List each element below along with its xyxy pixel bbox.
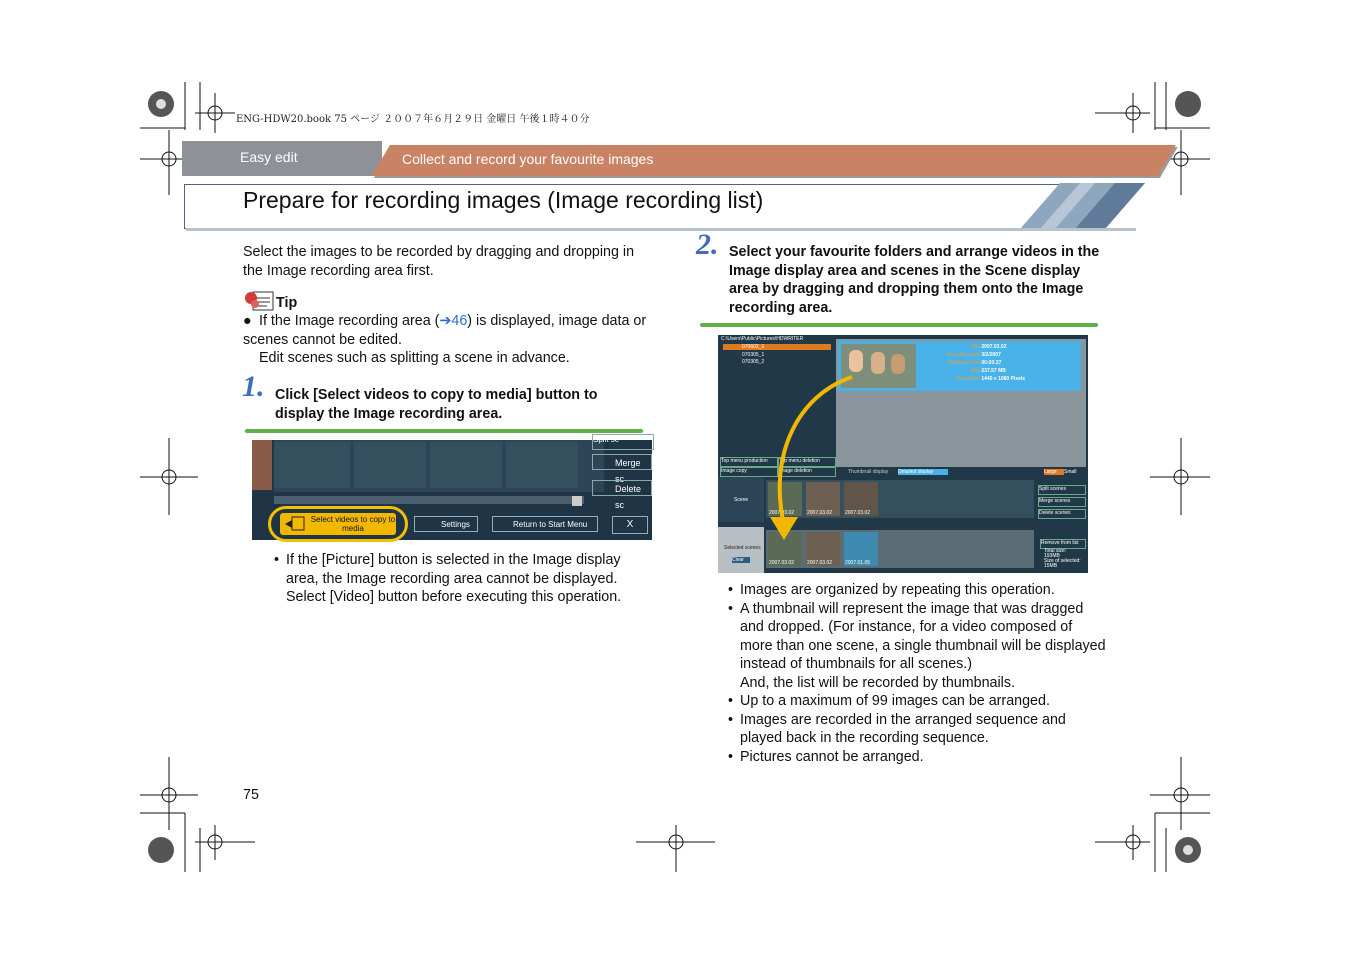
selected-scenes-label: Selected scenes: [724, 545, 761, 551]
step1-rule: [245, 429, 643, 433]
scene-side-buttons: [592, 435, 652, 510]
drag-arrow-icon: [718, 335, 1088, 573]
scene-thumb[interactable]: 2007.03.02: [806, 482, 840, 516]
thumb-area: [274, 440, 604, 492]
tip-label: Tip: [276, 295, 298, 311]
scene-thumb[interactable]: 2007.03.02: [768, 482, 802, 516]
tip-line2: Edit scenes such as splitting a scene in advance.: [259, 350, 570, 366]
highlight-ring: [268, 506, 408, 542]
tip-text-before: If the Image recording area (: [259, 313, 440, 329]
step2-rule: [700, 323, 1098, 327]
scrollbar[interactable]: [274, 496, 584, 504]
step2-note: • Up to a maximum of 99 images can be arranged.: [728, 692, 1108, 711]
delete-scenes-button[interactable]: Delete sc: [592, 480, 652, 496]
image-copy-button[interactable]: Image copy: [720, 467, 778, 477]
selected-thumb[interactable]: 2007.01.05: [844, 532, 878, 566]
step2-screenshot: [718, 335, 1088, 573]
info-table: Title 2007.03.02 Recording date 3/2/2007 Playback time 00:03:27 Size 237.57 MB Resolution 1440 x 1080 Pixels: [946, 344, 1026, 382]
merge-scenes-button[interactable]: Merge scenes: [1038, 497, 1086, 507]
step2-note: • Images are recorded in the arranged sequence and played back in the recording sequence.: [728, 711, 1108, 748]
remove-from-list-button[interactable]: Remove from list: [1040, 539, 1086, 549]
page-title: Prepare for recording images (Image recording list): [243, 187, 764, 213]
step2-text: Select your favourite folders and arrange videos in the Image display area and scenes in the Scene display area by dragging and dropping them onto the Image recording area.: [729, 244, 1100, 316]
print-header: ENG-HDW20.book 75 ページ ２００７年６月２９日 金曜日 午後１時４０分: [236, 114, 590, 125]
title-decoration: [1020, 181, 1145, 231]
scene-label: Scene: [734, 497, 749, 503]
split-scenes-button[interactable]: Split scenes: [1038, 485, 1086, 495]
tab-detailed-display[interactable]: Detailed display: [898, 469, 948, 475]
folder-item-1[interactable]: 070602_1: [742, 344, 765, 350]
select-videos-button[interactable]: Select videos to copy to media: [280, 513, 396, 535]
top-menu-production-button[interactable]: Top menu production: [720, 457, 778, 467]
intro-text: Select the images to be recorded by dragging and dropping in the Image recording area first.: [243, 244, 635, 279]
step2-note: • Pictures cannot be arranged.: [728, 748, 1108, 767]
return-start-menu-button[interactable]: Return to Start Menu: [492, 516, 598, 532]
section-tab: [182, 141, 382, 176]
subsection-label: Collect and record your favourite images: [402, 151, 654, 167]
folder-item-2[interactable]: 070305_1: [742, 352, 765, 358]
split-scenes-button[interactable]: Split sc: [592, 434, 654, 450]
clear-button[interactable]: Clear: [732, 557, 750, 563]
delete-scenes-button[interactable]: Delete scenes: [1038, 509, 1086, 519]
tab-thumbnail-display[interactable]: Thumbnail display: [848, 469, 889, 475]
title-underline: [186, 228, 1136, 231]
close-button[interactable]: X: [612, 516, 648, 534]
step1-notes: [274, 551, 654, 607]
tip-icon: [243, 290, 275, 312]
step2-number: 2.: [696, 228, 719, 261]
section-label: Easy edit: [240, 149, 298, 165]
selected-thumb[interactable]: 2007.03.02: [806, 532, 840, 566]
selected-thumb[interactable]: 2007.03.02: [768, 532, 802, 566]
step1-screenshot: [252, 435, 652, 540]
page-number: 75: [243, 787, 259, 803]
scene-thumb[interactable]: 2007.03.02: [844, 482, 878, 516]
folder-path: C:\Users\Public\Pictures\HDWRITER: [721, 336, 804, 342]
tab-large[interactable]: Large: [1044, 469, 1064, 475]
top-menu-deletion-button[interactable]: Top menu deletion: [778, 457, 836, 467]
tip-page-link[interactable]: ➔46: [439, 313, 468, 329]
step2-note: • Images are organized by repeating this operation.: [728, 581, 1108, 600]
tip-text-after: ) is displayed, image data or scenes cannot be edited.: [243, 313, 647, 348]
settings-button[interactable]: Settings: [414, 516, 478, 532]
scroll-arrow-icon[interactable]: [572, 496, 582, 506]
image-deletion-button[interactable]: Image deletion: [778, 467, 836, 477]
step1-number: 1.: [242, 370, 265, 403]
step1-text: Click [Select videos to copy to media] button to display the Image recording area.: [275, 387, 598, 422]
merge-scenes-button[interactable]: Merge sc: [592, 454, 652, 470]
tab-small[interactable]: Small: [1064, 469, 1077, 475]
photo-strip: [252, 440, 272, 490]
step2-note: • A thumbnail will represent the image that was dragged and dropped. (For instance, for a video composed of more than one scene, a single thumbnail will be displayed instead of thumbnails for all scenes.) And, the list will be recorded by thumbnails.: [728, 600, 1108, 693]
tip-body: ● If the Image recording area (➔46) is displayed, image data or scenes cannot be edited.: [243, 313, 647, 348]
size-summary: Total size: 193MB Size of selected: 15MB: [1044, 548, 1081, 569]
step2-notes: [728, 581, 1108, 766]
folder-item-3[interactable]: 070305_2: [742, 359, 765, 365]
step1-note: • If the [Picture] button is selected in the Image display area, the Image recording area cannot be displayed. Select [Video] button before executing this operation.: [274, 551, 654, 607]
